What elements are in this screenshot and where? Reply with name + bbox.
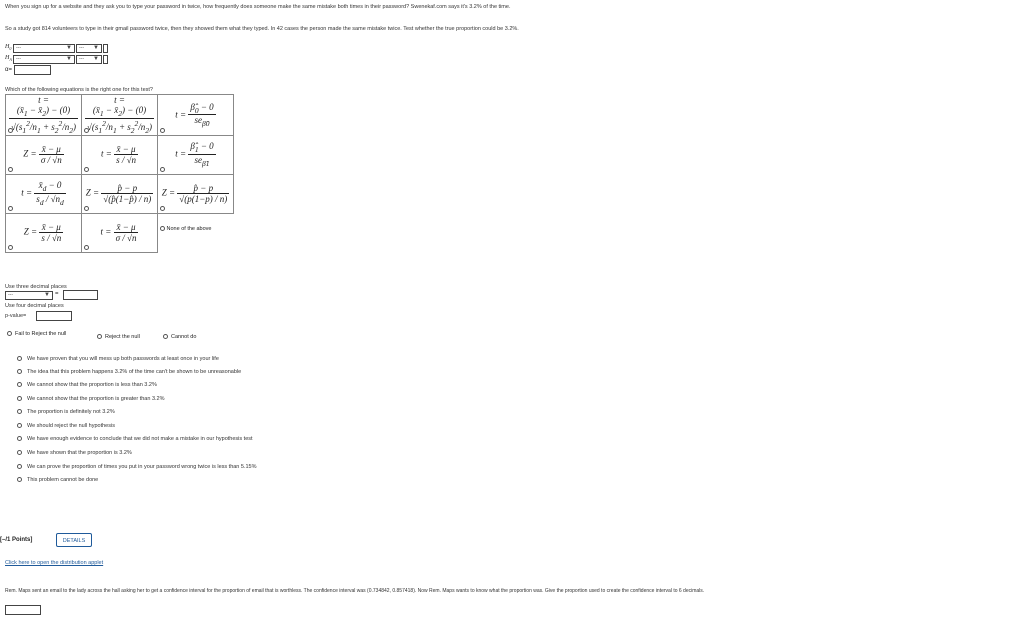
equation-option-t-mean-sigma[interactable]: t = $\frac{x̄ - \mu}{\sigma / √n}$: [82, 213, 158, 252]
conclusion-option[interactable]: We cannot show that the proportion is less than 3.2%: [17, 382, 157, 388]
test-statistic-input[interactable]: [63, 290, 98, 300]
equation-option-z-mean-sigma[interactable]: Z = $\frac{x̄ - \mu}{\sigma / √n}$: [6, 135, 82, 174]
conclusion-option[interactable]: We should reject the null hypothesis: [17, 423, 115, 429]
decision-reject[interactable]: Reject the null: [97, 334, 140, 340]
conclusion-radio[interactable]: [17, 369, 22, 374]
distribution-applet-link[interactable]: Click here to open the distribution applet: [5, 560, 104, 566]
conclusion-radio[interactable]: [17, 423, 22, 428]
h0-operator-select[interactable]: --- ▼: [76, 44, 102, 53]
ha-label: $H_A$: [5, 55, 12, 63]
h0-parameter-select[interactable]: --- ▼: [13, 44, 75, 53]
decision-fail[interactable]: Fail to Reject the null: [7, 331, 66, 337]
equation-option-z-mean-s[interactable]: Z = $\frac{x̄ - \mu}{s / √n}$: [6, 213, 82, 252]
alpha-label: α=: [5, 67, 12, 73]
conclusion-option[interactable]: This problem cannot be done: [17, 477, 98, 483]
equation-option-two-sample-t-a[interactable]: t = $\frac{(x̄_1 - x̄_2) - (0)}{√(s_1^2/n_1 + s_2^2/n_2)}$: [6, 95, 82, 136]
conclusion-option[interactable]: We have proven that you will mess up both passwords at least once in your life: [17, 356, 219, 362]
decision-cannot[interactable]: Cannot do: [163, 334, 196, 340]
points-label: [–/1 Points]: [0, 537, 33, 543]
equation-radio[interactable]: [160, 206, 165, 211]
equation-radio[interactable]: [84, 128, 89, 133]
pvalue-input[interactable]: [36, 311, 72, 321]
conclusion-radio[interactable]: [17, 436, 22, 441]
decision-radio[interactable]: [163, 334, 168, 339]
chevron-down-icon: ▼: [44, 292, 50, 298]
chevron-down-icon: ▼: [66, 56, 72, 62]
conclusion-option[interactable]: We have enough evidence to conclude that we did not make a mistake in our hypothesis test: [17, 436, 253, 442]
statistic-type-select[interactable]: --- ▼: [5, 291, 53, 300]
ha-operator-select[interactable]: --- ▼: [76, 55, 102, 64]
h0-value-input[interactable]: [103, 44, 108, 53]
conclusion-radio[interactable]: [17, 396, 22, 401]
equation-radio[interactable]: [8, 167, 13, 172]
equation-option-z-prop-p[interactable]: Z = $\frac{p̂ - p}{√(p(1-p) / n)}$: [158, 174, 234, 213]
chevron-down-icon: ▼: [93, 56, 99, 62]
equation-radio[interactable]: [160, 226, 165, 231]
decision-radio[interactable]: [97, 334, 102, 339]
conclusion-radio[interactable]: [17, 409, 22, 414]
chevron-down-icon: ▼: [66, 45, 72, 51]
equation-radio[interactable]: [84, 245, 89, 250]
rem-question-text: Rem. Maps sent an email to the lady across the hall asking her to get a confidence interval for the proportion of email that is worthless. The confidence interval was (0.734842, 0.857418). Now Rem. Maps wants to know what the proportion was. Give the proportion used to create the confidence interval to 6 decimals.: [5, 588, 705, 594]
equation-radio[interactable]: [84, 167, 89, 172]
conclusion-radio[interactable]: [17, 382, 22, 387]
equation-radio[interactable]: [8, 206, 13, 211]
conclusion-radio[interactable]: [17, 477, 22, 482]
alpha-input[interactable]: [14, 65, 51, 75]
equation-option-beta0-t[interactable]: t = $\frac{\betâ_0 - 0}{se_{\betâ0}}$: [158, 95, 234, 136]
equation-grid: [5, 94, 234, 253]
proportion-answer-input[interactable]: [5, 605, 41, 615]
conclusion-option[interactable]: We have shown that the proportion is 3.2%: [17, 450, 132, 456]
equation-radio[interactable]: [8, 128, 13, 133]
equation-option-paired-t[interactable]: t = $\frac{x̄_d - 0}{s_d / √n_d}$: [6, 174, 82, 213]
pvalue-label: p-value=: [5, 313, 27, 319]
equals-sign: =: [55, 291, 59, 297]
equation-option-t-mean-s[interactable]: t = $\frac{x̄ - \mu}{s / √n}$: [82, 135, 158, 174]
details-button[interactable]: DETAILS: [56, 533, 92, 547]
ha-parameter-select[interactable]: --- ▼: [13, 55, 75, 64]
none-of-the-above-label: None of the above: [166, 225, 212, 232]
conclusion-option[interactable]: We cannot show that the proportion is greater than 3.2%: [17, 396, 164, 402]
conclusion-radio[interactable]: [17, 450, 22, 455]
conclusion-option[interactable]: The idea that this problem happens 3.2% of the time can't be shown to be unreasonable: [17, 369, 241, 375]
intro-text: When you sign up for a website and they ask you to type your password in twice, how frequently does someone make the same mistake both times in their password? Swenekaf.com says it's 3.2% of the time.: [5, 4, 511, 10]
equation-radio[interactable]: [8, 245, 13, 250]
decision-radio[interactable]: [7, 331, 12, 336]
equation-radio[interactable]: [160, 167, 165, 172]
study-text: So a study got 814 volunteers to type in their gmail password twice, then they showed them what they typed. In 42 cases the person made the same mistake twice. Test whether the true proportion could be 3.2%.: [5, 26, 519, 32]
conclusion-radio[interactable]: [17, 464, 22, 469]
chevron-down-icon: ▼: [93, 45, 99, 51]
h0-label: $H_0$: [5, 44, 12, 52]
equation-option-none[interactable]: [158, 213, 234, 252]
ha-value-input[interactable]: [103, 55, 108, 64]
equation-option-z-prop-phat[interactable]: Z = $\frac{p̂ - p}{√(p̂(1-p̂) / n)}$: [82, 174, 158, 213]
equation-question: Which of the following equations is the right one for this test?: [5, 87, 153, 93]
equation-option-beta1-t[interactable]: t = $\frac{\betâ_1 - 0}{se_{\betâ1}}$: [158, 135, 234, 174]
equation-radio[interactable]: [84, 206, 89, 211]
conclusion-option[interactable]: We can prove the proportion of times you put in your password wrong twice is less than 5.15%: [17, 464, 257, 470]
conclusion-radio[interactable]: [17, 356, 22, 361]
four-decimal-label: Use four decimal places: [5, 303, 64, 309]
equation-option-two-sample-t-b[interactable]: t = $\frac{(x̄_1 - x̄_2) - (0)}{√(s_1^2/n_1 + s_2^2/n_2)}$: [82, 95, 158, 136]
three-decimal-label: Use three decimal places: [5, 284, 67, 290]
equation-radio[interactable]: [160, 128, 165, 133]
conclusion-option[interactable]: The proportion is definitely not 3.2%: [17, 409, 115, 415]
